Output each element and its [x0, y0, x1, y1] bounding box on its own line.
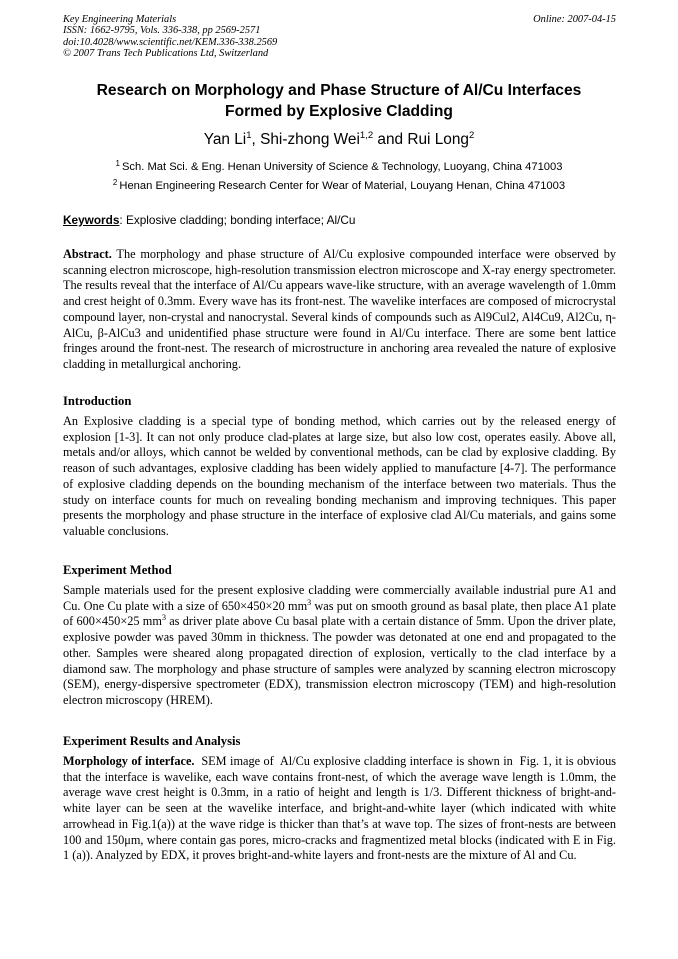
- journal-header: [63, 14, 616, 60]
- results-paragraph: [63, 754, 620, 864]
- affiliation-2: [55, 179, 623, 193]
- title-line-2: Formed by Explosive Cladding: [225, 103, 453, 120]
- author-separator: and: [373, 131, 408, 148]
- author-name: Shi-zhong Wei: [260, 131, 360, 148]
- method-text-part: Sample materials used for the present explosive cladding were commercially available industrial pure A1 and Cu. One Cu plate with a size of 650×450×20 mm: [63, 583, 616, 613]
- affiliation-mark: 2: [112, 178, 118, 187]
- author-affiliation-mark: 1,2: [359, 130, 374, 141]
- section-heading-results: Experiment Results and Analysis: [63, 734, 241, 748]
- author-name: Rui Long: [407, 131, 469, 148]
- method-text-part: as driver plate above Cu basal plate with a certain distance of 5mm. Upon the driver plate, explosive powder was paved 30mm in thickness. The powder was detonated at one end and propagated to the other. Samples were sheared along propagated direction of explosion, vertically to the clad interface by a diamond saw. The morphology and phase structure of samples were analyzed by scanning electron microscopy (SEM), energy-dispersive spectrometer (EDX), transmission electron microscopy (TEM) and high-resolution electron microscopy (HREM).: [63, 614, 616, 707]
- affiliation-mark: 1: [115, 159, 120, 168]
- results-text: SEM image of Al/Cu explosive cladding interface is shown in Fig. 1, it is obvious that the interface is wavelike, each wave contains front-nest, of which the average wave length is 1.0mm, the average wave crest height is 0.3mm, in a ratio of height and length is 1/3. Different thickness of bright-and-white layer can be seen at the wavelike interface, and bright-and-white layer (which indicated with white arrowhead in Fig.1(a)) at the wave ridge is thicker than that’s at wave top. The sizes of front-nests are between 100 and 150μm, where contain gas pores, micro-cracks and fragmentized metal blocks (indicated with E in Fig. 1 (a)). Analyzed by EDX, it proves bright-and-white layers and front-nests are the mixture of Al and Cu.: [63, 754, 620, 863]
- section-heading-experiment-method: Experiment Method: [63, 563, 172, 577]
- doi-line: doi:10.4028/www.scientific.net/KEM.336-338.2569: [63, 36, 278, 48]
- introduction-paragraph: An Explosive cladding is a special type of bonding method, which carries out by the released energy of explosion [1-3]. It can not only produce clad-plates at large size, but also low cost, operates easily. Above all, metals and/or alloys, which cannot be welded by conventional methods, can be clad by explosive cladding. By reason of such advantages, explosive cladding has been widely applied to manufacture [4-7]. The performance of explosive cladding depends on the bounding mechanism of the interface between two materials. Thus the study on interface counts for much on revealing bonding mechanism and improving techniques. This paper presents the morphology and phase structure in the interface of explosive clad Al/Cu materials, and gains some valuable conclusions.: [63, 414, 616, 538]
- author-affiliation-mark: 1: [246, 130, 252, 141]
- affiliation-text: Sch. Mat Sci. & Eng. Henan University of Science & Technology, Luoyang, China 471003: [121, 161, 563, 173]
- superscript: 3: [307, 597, 312, 607]
- author-name: Yan Li: [203, 131, 247, 148]
- author-list: [55, 130, 623, 150]
- section-heading-introduction: Introduction: [63, 394, 132, 408]
- abstract-text: The morphology and phase structure of Al/Cu explosive compounded interface were observed by scanning electron microscope, high-resolution transmission electron microscope and X-ray energy spectrometer. The results reveal that the interface of Al/Cu appears wave-like structure, with an average wavelength of 1.0mm and crest height of 0.3mm. Every wave has its front-nest. The wavelike interfaces are composed of microcrystal compound layer, non-crystal and nanocrystal. Several kinds of compounds such as Al9Cul2, Al4Cu9, Al2Cu, η-AlCu, β-AlCu3 and unidentified phase structure were found in Al/Cu interface. There are some bent lattice fringes around the front-nest. The research of microstructure in anchoring area revealed the nature of explosive cladding in metallurgical anchoring.: [63, 247, 616, 371]
- copyright-line: © 2007 Trans Tech Publications Ltd, Switzerland: [63, 48, 269, 60]
- superscript: 3: [161, 613, 166, 623]
- journal-name: Key Engineering Materials: [63, 14, 177, 25]
- issn-line: ISSN: 1662-9795, Vols. 336-338, pp 2569-2571: [63, 25, 261, 37]
- method-text-part: was put on smooth ground as basal plate, then place A1 plate of 600×450×25 mm: [63, 598, 616, 629]
- author-separator: ,: [251, 131, 261, 148]
- online-date: Online: 2007-04-15: [533, 14, 616, 25]
- abstract: [63, 247, 616, 373]
- keywords-label: Keywords: [63, 213, 120, 227]
- keywords-colon: :: [119, 213, 123, 227]
- affiliation-text: Henan Engineering Research Center for Wear of Material, Louyang Henan, China 471003: [119, 180, 566, 192]
- title-line-1: Research on Morphology and Phase Structure of Al/Cu Interfaces: [96, 82, 582, 99]
- abstract-label: Abstract.: [63, 247, 112, 261]
- experiment-method-paragraph: [63, 583, 616, 709]
- keywords: [63, 213, 616, 228]
- affiliation-1: [55, 160, 623, 174]
- run-in-heading: Morphology of interface.: [63, 754, 195, 768]
- paper-title: [55, 80, 623, 122]
- author-affiliation-mark: 2: [468, 130, 475, 141]
- keywords-text: Explosive cladding; bonding interface; Al/Cu: [122, 213, 356, 227]
